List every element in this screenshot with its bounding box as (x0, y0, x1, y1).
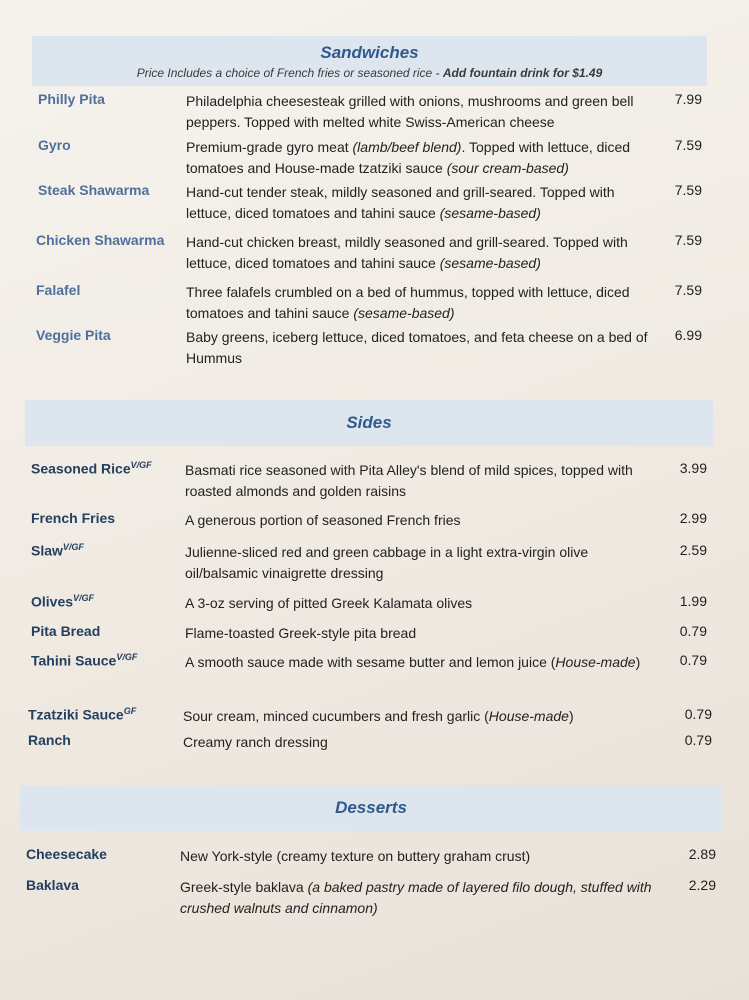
item-price: 7.59 (674, 137, 702, 153)
item-description: Julienne-sliced red and green cabbage in a light extra-virgin olive oil/balsamic vinaigrette dressing (185, 544, 589, 581)
item-name: Chicken Shawarma (36, 232, 165, 248)
item-description: Creamy ranch dressing (183, 734, 328, 750)
item-price: 0.79 (679, 623, 707, 639)
diet-tag: V/GF (62, 542, 84, 552)
diet-tag: V/GF (116, 652, 138, 662)
item-name: Pita Bread (31, 623, 101, 639)
item-description: Three falafels crumbled on a bed of hummus, topped with lettuce, diced tomatoes and tahini sauce (sesame-based) (186, 284, 630, 321)
item-name: French Fries (31, 510, 116, 526)
item-description: Baby greens, iceberg lettuce, diced tomatoes, and feta cheese on a bed of Hummus (186, 329, 648, 366)
item-name: Steak Shawarma (38, 182, 150, 198)
item-name: Cheesecake (26, 846, 107, 862)
item-description: Basmati rice seasoned with Pita Alley's blend of mild spices, topped with roasted almonds and golden raisins (185, 462, 633, 499)
item-price: 0.79 (684, 732, 712, 748)
subtitle-drink-offer: Add fountain drink for $1.49 (442, 65, 603, 80)
item-price: 6.99 (674, 327, 702, 343)
item-price: 7.59 (674, 282, 702, 298)
item-price: 2.59 (679, 542, 707, 558)
item-price: 2.29 (688, 877, 716, 893)
subtitle-text: Price Includes a choice of French fries or seasoned rice - (136, 65, 443, 80)
item-price: 7.99 (674, 91, 702, 107)
item-description: Flame-toasted Greek-style pita bread (185, 625, 417, 641)
item-price: 1.99 (679, 593, 707, 609)
item-price: 2.99 (679, 510, 707, 526)
item-description: Greek-style baklava (a baked pastry made of layered filo dough, stuffed with crushed walnuts and cinnamon) (180, 879, 652, 916)
sandwiches-banner (32, 36, 707, 86)
desserts-title: Desserts (335, 798, 407, 817)
sandwiches-section (0, 0, 749, 380)
item-description: Hand-cut chicken breast, mildly seasoned and grill-seared. Topped with lettuce, diced tomatoes and tahini sauce (sesame-based) (186, 234, 628, 271)
sides-section (0, 380, 749, 780)
sides-banner (25, 400, 713, 446)
item-description: Premium-grade gyro meat (lamb/beef blend). Topped with lettuce, diced tomatoes and House-made tzatziki sauce (sour cream-based) (186, 139, 631, 176)
item-description: New York-style (creamy texture on buttery graham crust) (180, 848, 531, 864)
item-price: 0.79 (684, 706, 712, 722)
diet-tag: V/GF (130, 460, 152, 470)
item-name: Tzatziki Sauce$^{GF}$ (28, 706, 137, 723)
item-name: Ranch (28, 732, 71, 748)
item-name: Seasoned Rice$^{V/GF}$ (31, 460, 152, 477)
item-name: Baklava (26, 877, 79, 893)
item-name: Philly Pita (38, 91, 105, 107)
item-name: Slaw$^{V/GF}$ (31, 542, 84, 559)
item-description: Sour cream, minced cucumbers and fresh garlic (House-made) (183, 708, 574, 724)
item-description: A generous portion of seasoned French fries (185, 512, 461, 528)
item-description: A 3-oz serving of pitted Greek Kalamata olives (185, 595, 473, 611)
item-price: 7.59 (674, 232, 702, 248)
item-name: Falafel (36, 282, 81, 298)
item-price: 0.79 (679, 652, 707, 668)
item-name: Gyro (38, 137, 71, 153)
desserts-banner (20, 785, 722, 831)
diet-tag: V/GF (73, 593, 95, 603)
sandwiches-title: Sandwiches (320, 42, 419, 62)
item-description: Hand-cut tender steak, mildly seasoned and grill-seared. Topped with lettuce, diced tomatoes and tahini sauce (sesame-based) (186, 184, 615, 221)
item-name: Veggie Pita (36, 327, 111, 343)
item-price: 2.89 (688, 846, 716, 862)
item-description: A smooth sauce made with sesame butter and lemon juice (House-made) (185, 654, 641, 670)
item-description: Philadelphia cheesesteak grilled with onions, mushrooms and green bell peppers. Topped with melted white Swiss-American cheese (186, 93, 634, 130)
sandwiches-subtitle (137, 66, 603, 80)
sides-title: Sides (346, 413, 392, 432)
item-price: 7.59 (674, 182, 702, 198)
item-name: Tahini Sauce$^{V/GF}$ (31, 652, 138, 669)
diet-tag: GF (123, 706, 137, 716)
item-price: 3.99 (679, 460, 707, 476)
desserts-section (0, 780, 749, 1000)
item-name: Olives$^{V/GF}$ (31, 593, 95, 610)
